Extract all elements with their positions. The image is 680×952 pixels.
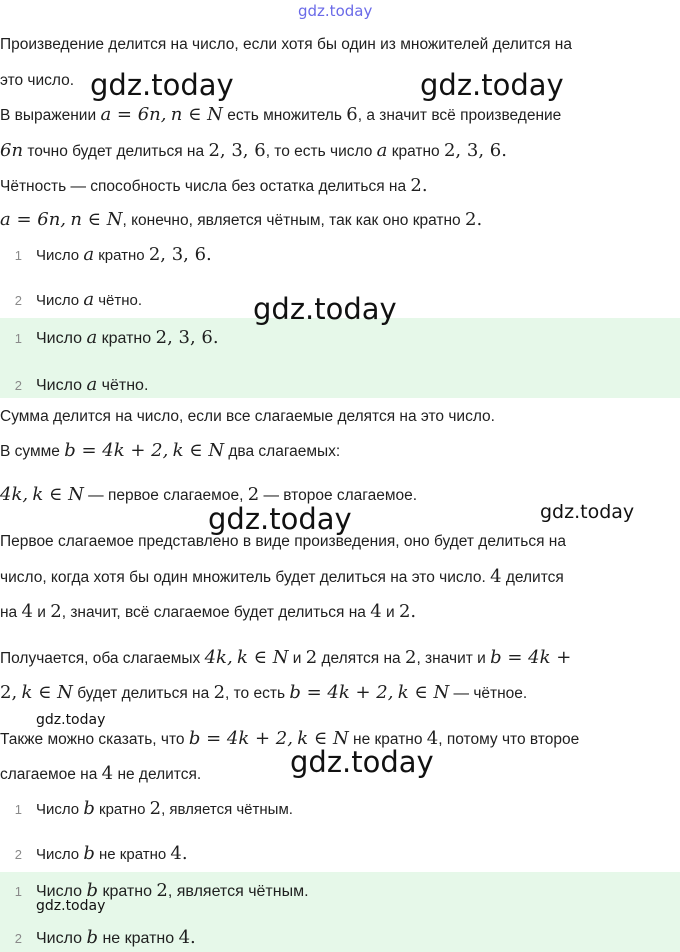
paragraph-8-line-1: Первое слагаемое представлено в виде произведения, оно будет делиться на	[0, 533, 566, 550]
watermark-top: gdz.today	[298, 2, 373, 20]
paragraph-7: 4k, k ∈ N — первое слагаемое, 2 — второе слагаемое.	[0, 484, 418, 505]
option-2-b[interactable]: 2 Число b не кратно 4.	[14, 843, 188, 864]
paragraph-1-line-2: это число.	[0, 72, 75, 89]
watermark-6: gdz.today	[36, 712, 106, 728]
option-1-b[interactable]: 1 Число b кратно 2, является чётным.	[14, 798, 293, 819]
paragraph-9-line-1: Получается, оба слагаемых 4k, k ∈ N и 2 делятся на 2, значит и b = 4k +	[0, 647, 572, 668]
paragraph-10-line-1: Также можно сказать, что b = 4k + 2, k ∈ N не кратно 4, потому что второе	[0, 728, 580, 749]
watermark-8: gdz.today	[36, 898, 106, 914]
watermark-5: gdz.today	[540, 501, 635, 523]
watermark-3: gdz.today	[253, 292, 397, 326]
answer-1-b: 1 Число b кратно 2, является чётным.	[14, 880, 309, 901]
paragraph-8-line-3: на 4 и 2, значит, всё слагаемое будет делиться на 4 и 2.	[0, 601, 417, 622]
paragraph-6: В сумме b = 4k + 2, k ∈ N два слагаемых:	[0, 440, 341, 461]
watermark-4: gdz.today	[208, 502, 352, 536]
paragraph-2-line-1: В выражении a = 6n, n ∈ N есть множитель 6, а значит всё произведение	[0, 104, 562, 125]
paragraph-4: a = 6n, n ∈ N, конечно, является чётным, так как оно кратно 2.	[0, 209, 483, 230]
watermark-7: gdz.today	[290, 745, 434, 779]
paragraph-1-line-1: Произведение делится на число, если хотя бы один из множителей делится на	[0, 36, 572, 53]
paragraph-5: Сумма делится на число, если все слагаемые делятся на это число.	[0, 408, 495, 425]
paragraph-2-line-2: 6n точно будет делиться на 2, 3, 6, то есть число a кратно 2, 3, 6.	[0, 140, 507, 161]
watermark-1: gdz.today	[90, 68, 234, 102]
answer-2-a: 2 Число a чётно.	[14, 374, 149, 395]
paragraph-3: Чётность — способность числа без остатка делиться на 2.	[0, 175, 428, 196]
option-1-a[interactable]: 1 Число a кратно 2, 3, 6.	[14, 244, 212, 265]
paragraph-8-line-2: число, когда хотя бы один множитель будет делиться на это число. 4 делится	[0, 566, 564, 587]
option-2-a[interactable]: 2 Число a чётно.	[14, 289, 143, 310]
watermark-2: gdz.today	[420, 68, 564, 102]
paragraph-9-line-2: 2, k ∈ N будет делиться на 2, то есть b = 4k + 2, k ∈ N — чётное.	[0, 682, 528, 703]
answer-2-b: 2 Число b не кратно 4.	[14, 927, 196, 948]
paragraph-10-line-2: слагаемое на 4 не делится.	[0, 763, 202, 784]
answer-1-a: 1 Число a кратно 2, 3, 6.	[14, 327, 219, 348]
